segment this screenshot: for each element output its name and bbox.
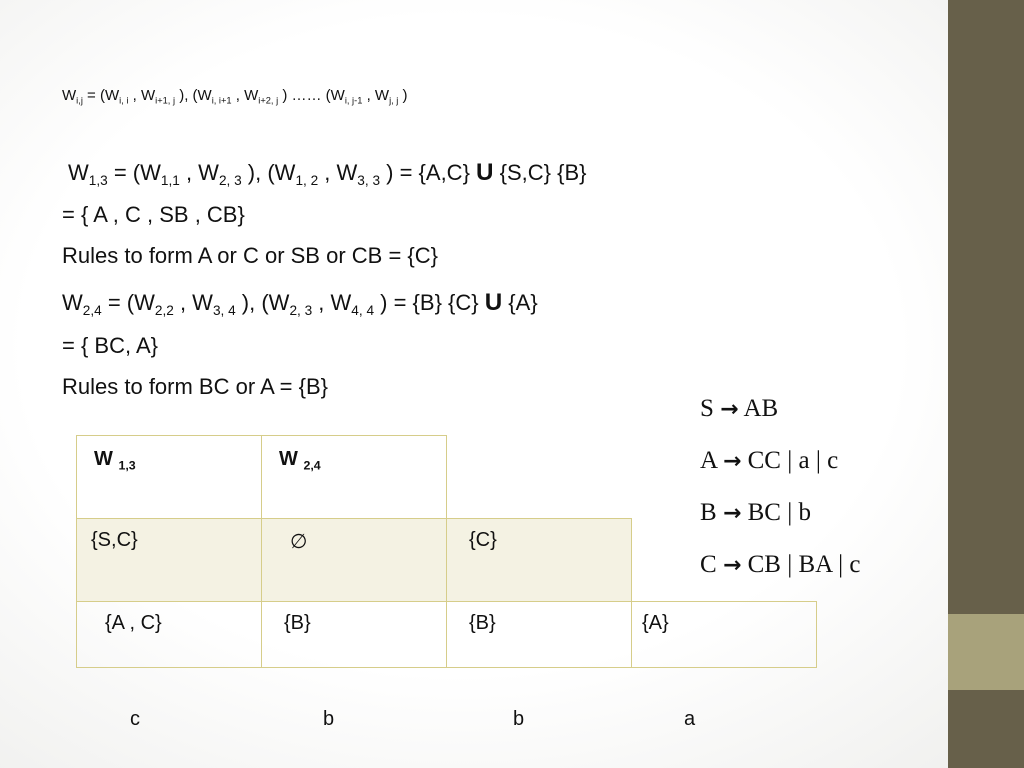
sidebar-accent-band <box>948 614 1024 690</box>
grammar-rule: B → BC | b <box>700 499 811 526</box>
w24-formula: $W_{2,4} = (W_{2,2}$ , $W_{3, 4}$ ), ($W_{2, 3}$ , $W_{4, 4}$ ) = {B} {C} U {A} <box>62 289 538 318</box>
table-cell: {A , C} <box>76 601 262 668</box>
table-cell: {C} <box>446 518 632 602</box>
arrow-icon: → <box>722 449 742 474</box>
general-formula: $W_{i,j} = (W_{i, i}$ , $W_{i+1, j}$ ), ($W_{i, i+1}$ , $W_{i+2, j}$ ) …… ($W_{i, j-1}$ , $W_{j, j}$ ) <box>62 87 408 106</box>
w13-result: = { A , C , SB , CB} <box>62 202 245 227</box>
grammar-rule: C → CB | BA | c <box>700 551 861 578</box>
w13-rules: Rules to form A or C or SB or CB = {C} <box>62 243 438 268</box>
grammar-rule: A → CC | a | c <box>700 447 839 474</box>
arrow-icon: → <box>722 553 742 578</box>
arrow-icon: → <box>720 397 739 422</box>
leaf-letter: a <box>684 708 696 730</box>
w24-rules: Rules to form BC or A = {B} <box>62 374 328 399</box>
leaf-letter: c <box>130 708 140 730</box>
w13-formula: $W_{1,3} = (W_{1,1}$ , $W_{2, 3}$ ), ($W_{1, 2}$ , $W_{3, 3}$ ) = {A,C} U {S,C} {B} <box>68 159 587 188</box>
w24-result: = { BC, A} <box>62 333 159 358</box>
table-cell: {A} <box>631 601 817 668</box>
table-cell: {B} <box>261 601 447 668</box>
grammar-rule: S → AB <box>700 395 779 422</box>
union-symbol: U <box>476 159 494 186</box>
leaf-letter: b <box>513 708 525 730</box>
table-cell: {S,C} <box>76 518 262 602</box>
table-cell: ∅ <box>261 518 447 602</box>
union-symbol: U <box>484 289 503 316</box>
table-header-cell: W $_{2,4}$ <box>261 435 447 519</box>
grammar-rules <box>700 392 860 600</box>
table-cell: {B} <box>446 601 632 668</box>
arrow-icon: → <box>722 501 742 526</box>
table-header-cell: W $_{1,3}$ <box>76 435 262 519</box>
leaf-letter: b <box>323 708 335 730</box>
